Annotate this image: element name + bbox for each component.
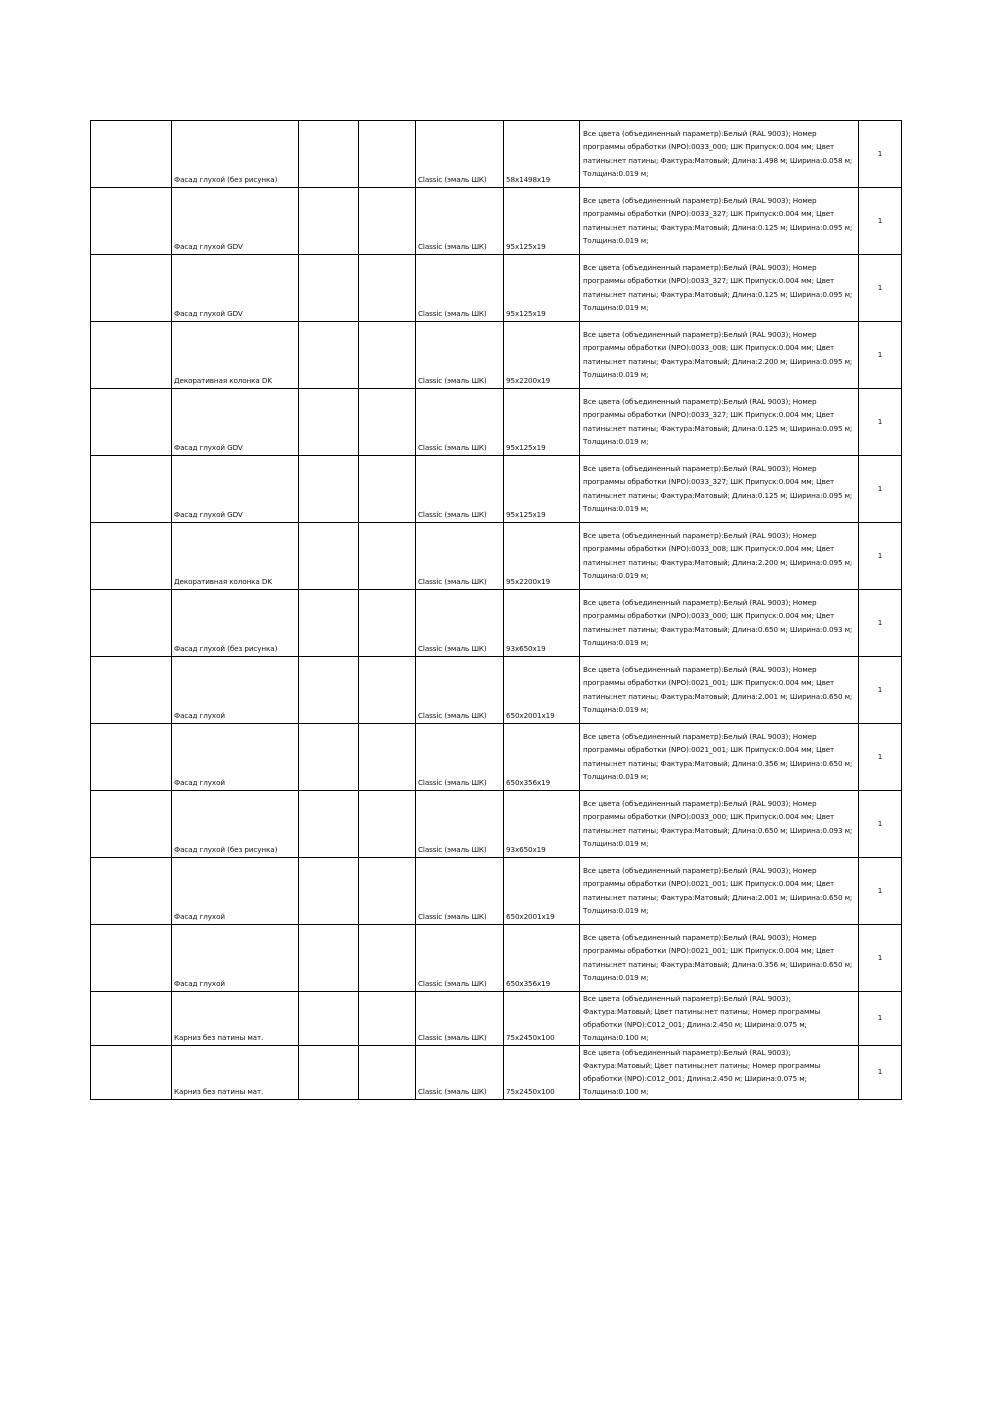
cell-size: 650x356x19: [504, 724, 580, 791]
cell-description: Все цвета (объединенный параметр):Белый (RAL 9003); Номер программы обработки (NPO):0033_327; ШК Припуск:0.004 мм; Цвет патины:нет патины; Фактура:Матовый; Длина:0.125 м; Ширина:0.095 м; Толщина:0.019 м;: [580, 255, 859, 322]
cell-description: Все цвета (объединенный параметр):Белый (RAL 9003); Номер программы обработки (NPO):0033_000; ШК Припуск:0.004 мм; Цвет патины:нет патины; Фактура:Матовый; Длина:0.650 м; Ширина:0.093 м; Толщина:0.019 м;: [580, 791, 859, 858]
cell-empty-1: [299, 925, 359, 992]
cell-empty-2: [359, 255, 416, 322]
cell-quantity: 1: [859, 389, 902, 456]
cell-empty-1: [299, 121, 359, 188]
cell-material: Classic (эмаль ШК): [416, 121, 504, 188]
table-row: [91, 657, 902, 724]
cell-quantity: 1: [859, 992, 902, 1046]
table-row: [91, 858, 902, 925]
cell-empty-1: [299, 456, 359, 523]
cell-size: 95x2200x19: [504, 523, 580, 590]
cell-material: Classic (эмаль ШК): [416, 724, 504, 791]
cell-empty-1: [299, 389, 359, 456]
cell-name: Декоративная колонка DK: [172, 322, 299, 389]
cell-empty-2: [359, 657, 416, 724]
cell-description: Все цвета (объединенный параметр):Белый (RAL 9003); Номер программы обработки (NPO):0033_327; ШК Припуск:0.004 мм; Цвет патины:нет патины; Фактура:Матовый; Длина:0.125 м; Ширина:0.095 м; Толщина:0.019 м;: [580, 389, 859, 456]
cell-name: Фасад глухой: [172, 858, 299, 925]
cell-quantity: 1: [859, 121, 902, 188]
cell-description: Все цвета (объединенный параметр):Белый (RAL 9003); Номер программы обработки (NPO):0033_000; ШК Припуск:0.004 мм; Цвет патины:нет патины; Фактура:Матовый; Длина:1.498 м; Ширина:0.058 м; Толщина:0.019 м;: [580, 121, 859, 188]
cell-name: Фасад глухой: [172, 925, 299, 992]
cell-index: [91, 925, 172, 992]
cell-index: [91, 121, 172, 188]
cell-size: 95x125x19: [504, 188, 580, 255]
cell-description: Все цвета (объединенный параметр):Белый (RAL 9003); Номер программы обработки (NPO):0021_001; ШК Припуск:0.004 мм; Цвет патины:нет патины; Фактура:Матовый; Длина:2.001 м; Ширина:0.650 м; Толщина:0.019 м;: [580, 858, 859, 925]
cell-size: 93x650x19: [504, 590, 580, 657]
cell-index: [91, 523, 172, 590]
cell-name: Декоративная колонка DK: [172, 523, 299, 590]
cell-material: Classic (эмаль ШК): [416, 523, 504, 590]
cell-index: [91, 456, 172, 523]
cell-quantity: 1: [859, 322, 902, 389]
table-row: [91, 925, 902, 992]
cell-quantity: 1: [859, 925, 902, 992]
cell-material: Classic (эмаль ШК): [416, 255, 504, 322]
cell-description: Все цвета (объединенный параметр):Белый (RAL 9003); Номер программы обработки (NPO):0021_001; ШК Припуск:0.004 мм; Цвет патины:нет патины; Фактура:Матовый; Длина:2.001 м; Ширина:0.650 м; Толщина:0.019 м;: [580, 657, 859, 724]
cell-size: 75x2450x100: [504, 992, 580, 1046]
table-row: [91, 322, 902, 389]
cell-index: [91, 657, 172, 724]
cell-description: Все цвета (объединенный параметр):Белый (RAL 9003); Номер программы обработки (NPO):0033_008; ШК Припуск:0.004 мм; Цвет патины:нет патины; Фактура:Матовый; Длина:2.200 м; Ширина:0.095 м; Толщина:0.019 м;: [580, 322, 859, 389]
cell-material: Classic (эмаль ШК): [416, 322, 504, 389]
cell-size: 650x2001x19: [504, 858, 580, 925]
cell-size: 58x1498x19: [504, 121, 580, 188]
cell-empty-1: [299, 523, 359, 590]
cell-empty-1: [299, 1046, 359, 1100]
cell-size: 95x2200x19: [504, 322, 580, 389]
table-row: [91, 523, 902, 590]
table-row: [91, 389, 902, 456]
cell-empty-2: [359, 523, 416, 590]
cell-index: [91, 389, 172, 456]
cell-name: Фасад глухой GDV: [172, 456, 299, 523]
cell-material: Classic (эмаль ШК): [416, 791, 504, 858]
cell-empty-2: [359, 791, 416, 858]
cell-quantity: 1: [859, 255, 902, 322]
cell-size: 650x2001x19: [504, 657, 580, 724]
table-row: [91, 1046, 902, 1100]
cell-material: Classic (эмаль ШК): [416, 1046, 504, 1100]
cell-empty-1: [299, 590, 359, 657]
cell-material: Classic (эмаль ШК): [416, 188, 504, 255]
cell-material: Classic (эмаль ШК): [416, 858, 504, 925]
cell-name: Фасад глухой (без рисунка): [172, 121, 299, 188]
cell-material: Classic (эмаль ШК): [416, 925, 504, 992]
cell-empty-2: [359, 322, 416, 389]
cell-empty-2: [359, 925, 416, 992]
cell-size: 95x125x19: [504, 255, 580, 322]
cell-name: Карниз без патины мат.: [172, 992, 299, 1046]
cell-empty-2: [359, 188, 416, 255]
cell-empty-2: [359, 456, 416, 523]
cell-material: Classic (эмаль ШК): [416, 590, 504, 657]
cell-empty-1: [299, 992, 359, 1046]
cell-empty-2: [359, 992, 416, 1046]
table-row: [91, 724, 902, 791]
cell-empty-2: [359, 590, 416, 657]
specification-table: [90, 120, 902, 1100]
cell-size: 93x650x19: [504, 791, 580, 858]
cell-description: Все цвета (объединенный параметр):Белый (RAL 9003); Фактура:Матовый; Цвет патины:нет патины; Номер программы обработки (NPO):C012_001; Длина:2.450 м; Ширина:0.075 м; Толщина:0.100 м;: [580, 1046, 859, 1100]
cell-quantity: 1: [859, 188, 902, 255]
cell-quantity: 1: [859, 456, 902, 523]
cell-quantity: 1: [859, 657, 902, 724]
cell-index: [91, 858, 172, 925]
cell-material: Classic (эмаль ШК): [416, 992, 504, 1046]
cell-index: [91, 590, 172, 657]
cell-name: Фасад глухой (без рисунка): [172, 791, 299, 858]
cell-description: Все цвета (объединенный параметр):Белый (RAL 9003); Фактура:Матовый; Цвет патины:нет патины; Номер программы обработки (NPO):C012_001; Длина:2.450 м; Ширина:0.075 м; Толщина:0.100 м;: [580, 992, 859, 1046]
cell-name: Фасад глухой: [172, 657, 299, 724]
cell-name: Фасад глухой (без рисунка): [172, 590, 299, 657]
cell-material: Classic (эмаль ШК): [416, 657, 504, 724]
table-row: [91, 121, 902, 188]
cell-index: [91, 992, 172, 1046]
cell-empty-2: [359, 724, 416, 791]
cell-index: [91, 322, 172, 389]
cell-description: Все цвета (объединенный параметр):Белый (RAL 9003); Номер программы обработки (NPO):0033_000; ШК Припуск:0.004 мм; Цвет патины:нет патины; Фактура:Матовый; Длина:0.650 м; Ширина:0.093 м; Толщина:0.019 м;: [580, 590, 859, 657]
cell-index: [91, 724, 172, 791]
cell-name: Карниз без патины мат.: [172, 1046, 299, 1100]
cell-index: [91, 255, 172, 322]
cell-description: Все цвета (объединенный параметр):Белый (RAL 9003); Номер программы обработки (NPO):0033_327; ШК Припуск:0.004 мм; Цвет патины:нет патины; Фактура:Матовый; Длина:0.125 м; Ширина:0.095 м; Толщина:0.019 м;: [580, 456, 859, 523]
cell-empty-1: [299, 791, 359, 858]
cell-quantity: 1: [859, 590, 902, 657]
cell-size: 95x125x19: [504, 389, 580, 456]
table-row: [91, 590, 902, 657]
cell-index: [91, 791, 172, 858]
cell-empty-1: [299, 657, 359, 724]
table-row: [91, 992, 902, 1046]
cell-empty-1: [299, 724, 359, 791]
cell-empty-2: [359, 121, 416, 188]
cell-quantity: 1: [859, 791, 902, 858]
cell-description: Все цвета (объединенный параметр):Белый (RAL 9003); Номер программы обработки (NPO):0021_001; ШК Припуск:0.004 мм; Цвет патины:нет патины; Фактура:Матовый; Длина:0.356 м; Ширина:0.650 м; Толщина:0.019 м;: [580, 724, 859, 791]
table-row: [91, 456, 902, 523]
cell-description: Все цвета (объединенный параметр):Белый (RAL 9003); Номер программы обработки (NPO):0021_001; ШК Припуск:0.004 мм; Цвет патины:нет патины; Фактура:Матовый; Длина:0.356 м; Ширина:0.650 м; Толщина:0.019 м;: [580, 925, 859, 992]
cell-empty-2: [359, 858, 416, 925]
cell-name: Фасад глухой GDV: [172, 255, 299, 322]
cell-name: Фасад глухой GDV: [172, 389, 299, 456]
cell-empty-1: [299, 858, 359, 925]
cell-empty-2: [359, 1046, 416, 1100]
cell-name: Фасад глухой: [172, 724, 299, 791]
cell-material: Classic (эмаль ШК): [416, 389, 504, 456]
cell-name: Фасад глухой GDV: [172, 188, 299, 255]
cell-material: Classic (эмаль ШК): [416, 456, 504, 523]
cell-empty-1: [299, 188, 359, 255]
cell-size: 650x356x19: [504, 925, 580, 992]
cell-quantity: 1: [859, 858, 902, 925]
cell-quantity: 1: [859, 724, 902, 791]
cell-empty-1: [299, 322, 359, 389]
cell-index: [91, 1046, 172, 1100]
cell-description: Все цвета (объединенный параметр):Белый (RAL 9003); Номер программы обработки (NPO):0033_327; ШК Припуск:0.004 мм; Цвет патины:нет патины; Фактура:Матовый; Длина:0.125 м; Ширина:0.095 м; Толщина:0.019 м;: [580, 188, 859, 255]
table-row: [91, 188, 902, 255]
cell-empty-1: [299, 255, 359, 322]
cell-quantity: 1: [859, 523, 902, 590]
cell-description: Все цвета (объединенный параметр):Белый (RAL 9003); Номер программы обработки (NPO):0033_008; ШК Припуск:0.004 мм; Цвет патины:нет патины; Фактура:Матовый; Длина:2.200 м; Ширина:0.095 м; Толщина:0.019 м;: [580, 523, 859, 590]
table-row: [91, 255, 902, 322]
cell-size: 75x2450x100: [504, 1046, 580, 1100]
cell-empty-2: [359, 389, 416, 456]
cell-quantity: 1: [859, 1046, 902, 1100]
table-row: [91, 791, 902, 858]
cell-size: 95x125x19: [504, 456, 580, 523]
cell-index: [91, 188, 172, 255]
